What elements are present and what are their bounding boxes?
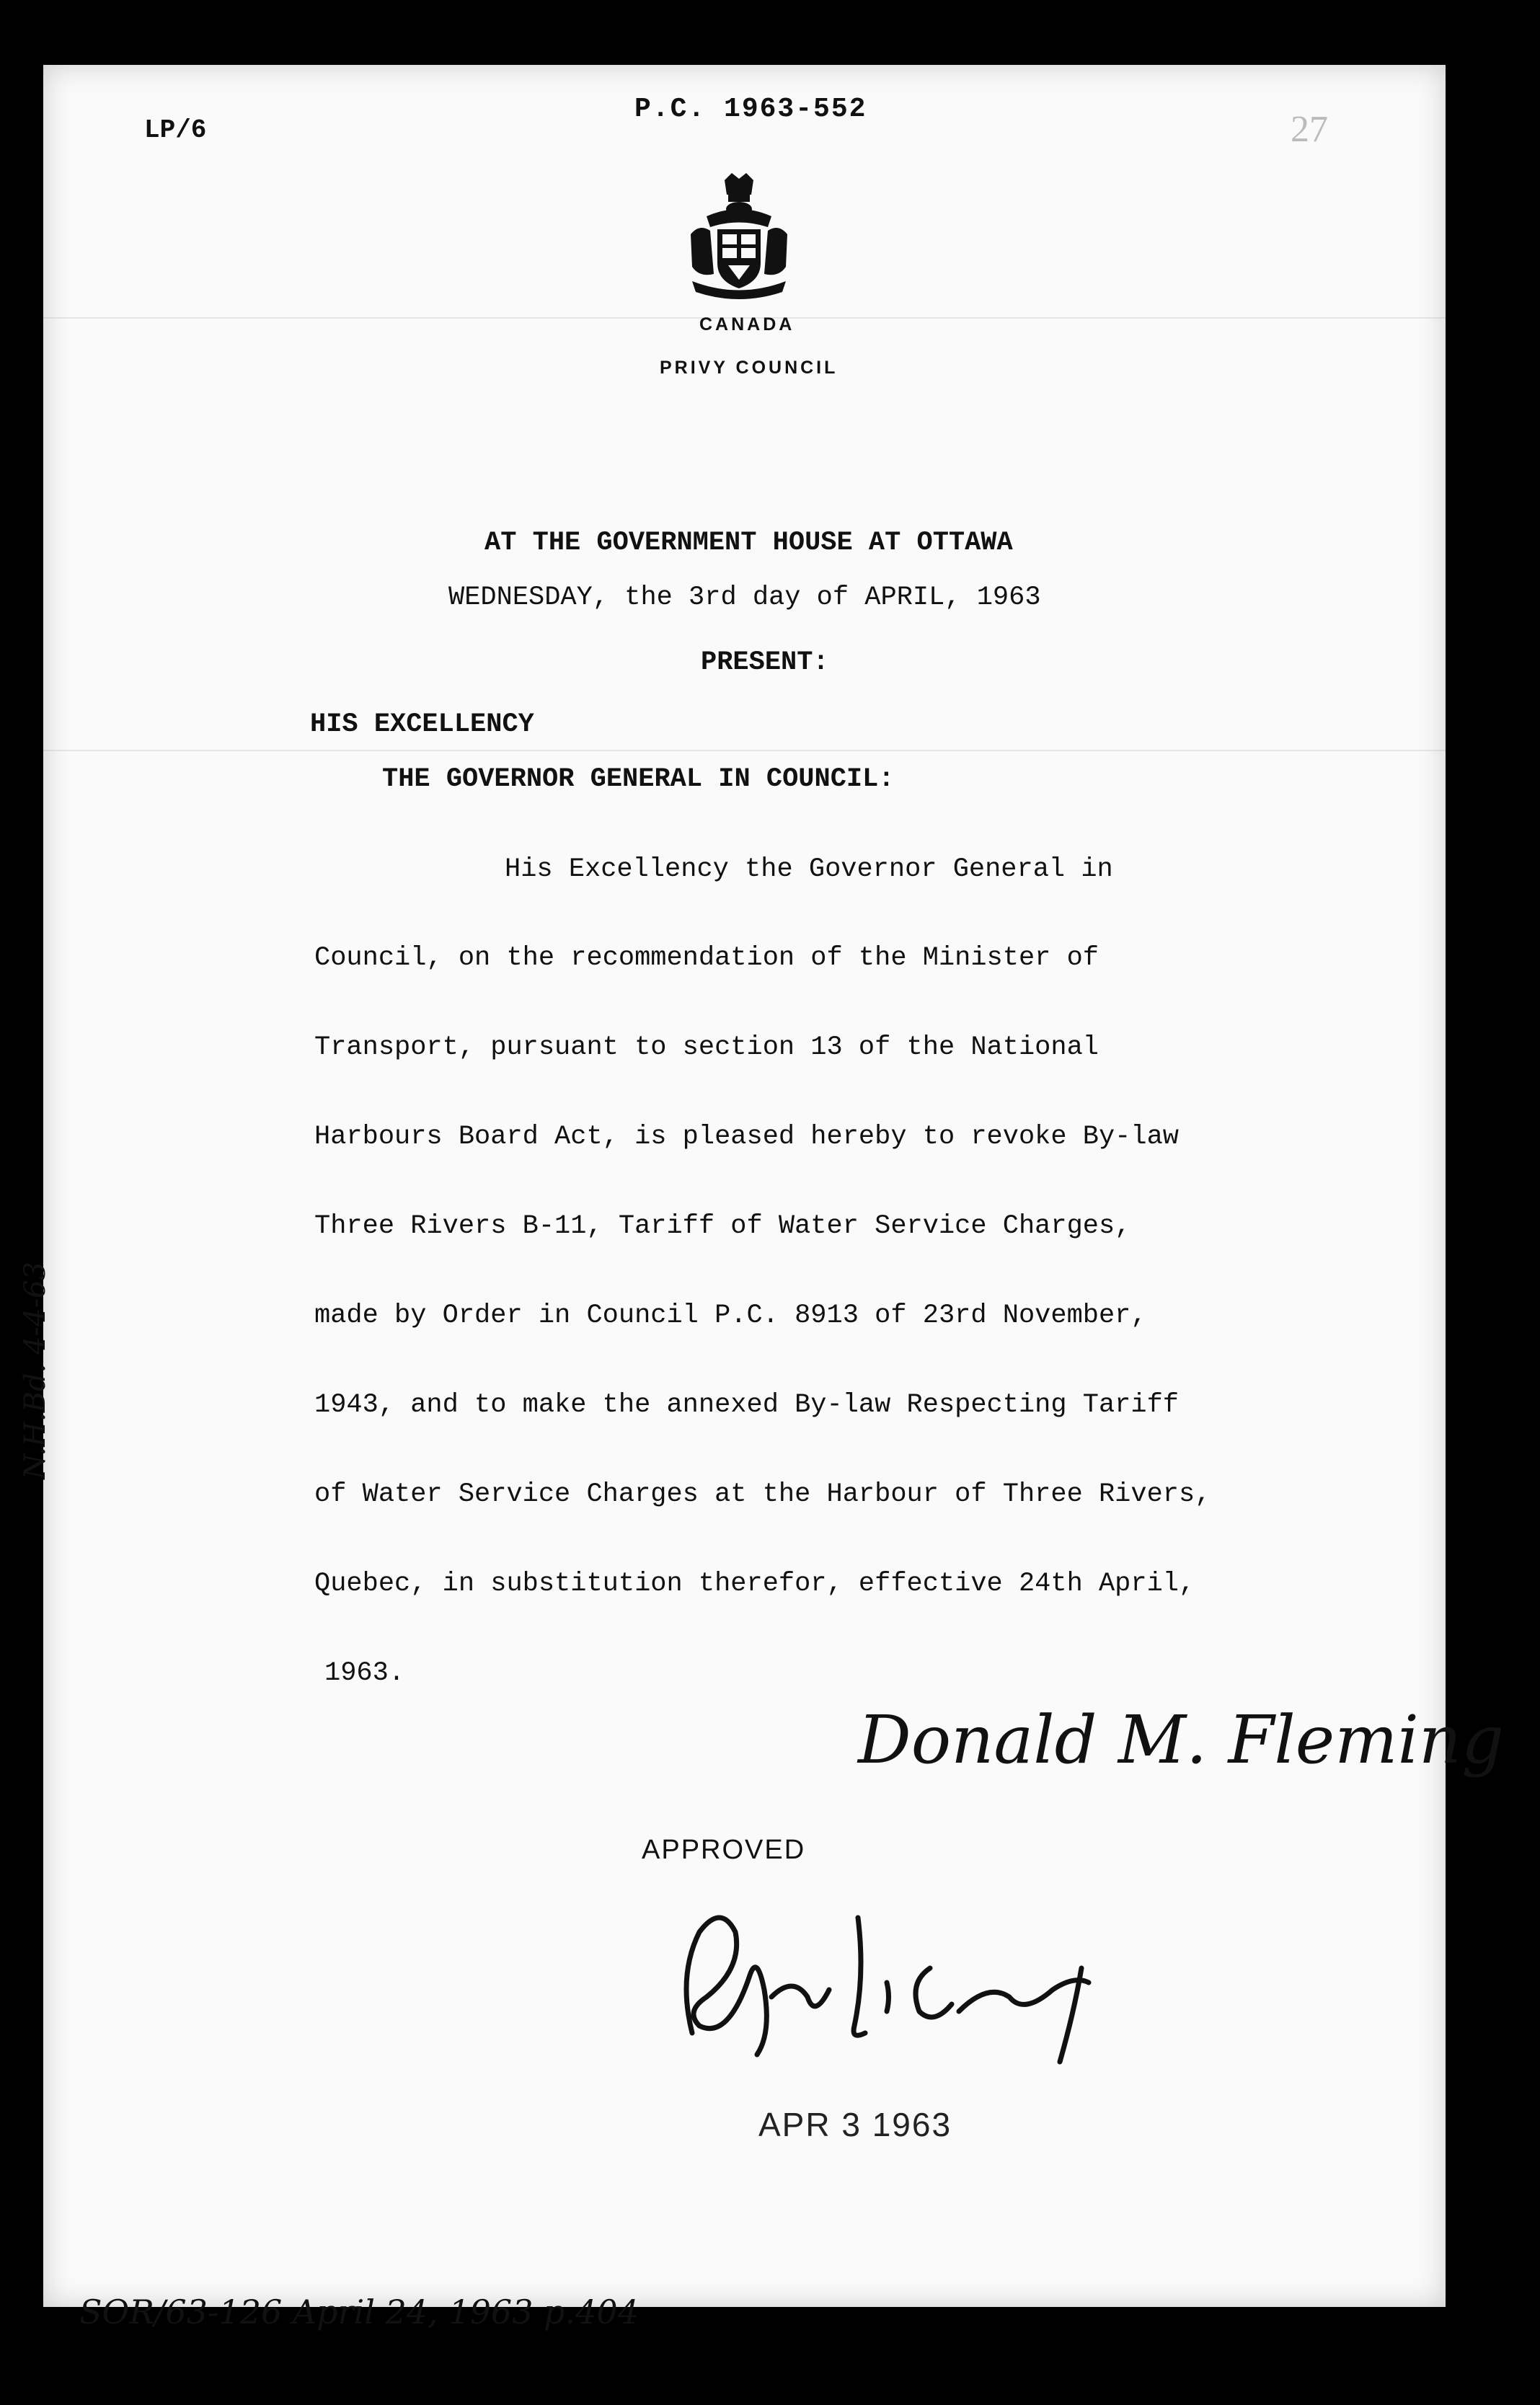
body-line: 1963. — [324, 1658, 405, 1688]
excellency-label: HIS EXCELLENCY — [310, 709, 534, 740]
reference-code: LP/6 — [144, 115, 207, 145]
present-label: PRESENT: — [701, 647, 829, 678]
page-number: 27 — [1291, 109, 1328, 150]
minister-signature: Donald M. Fleming — [858, 1701, 1505, 1779]
governor-general-signature — [649, 1889, 1118, 2069]
governor-general-label: THE GOVERNOR GENERAL IN COUNCIL: — [382, 764, 895, 794]
body-line: 1943, and to make the annexed By-law Respecting Tariff — [314, 1390, 1179, 1420]
body-line: Three Rivers B-11, Tariff of Water Service Charges, — [314, 1211, 1131, 1241]
scan-crease — [43, 750, 1446, 751]
canada-label: CANADA — [699, 314, 795, 335]
body-line: Harbours Board Act, is pleased hereby to revoke By-law — [314, 1122, 1179, 1152]
body-line: made by Order in Council P.C. 8913 of 23rd November, — [314, 1301, 1147, 1331]
approval-date-stamp: APR 3 1963 — [758, 2106, 952, 2143]
coat-of-arms-icon — [685, 173, 793, 303]
approved-label: APPROVED — [642, 1835, 806, 1865]
body-line: His Excellency the Governor General in — [505, 854, 1113, 885]
body-line: of Water Service Charges at the Harbour of Three Rivers, — [314, 1479, 1211, 1510]
body-line: Quebec, in substitution therefor, effective 24th April, — [314, 1569, 1195, 1599]
margin-handwritten-note: N.H.Bd. 4-4-63 — [19, 1262, 52, 1480]
body-line: Council, on the recommendation of the Minister of — [314, 943, 1099, 973]
location-heading: AT THE GOVERNMENT HOUSE AT OTTAWA — [484, 528, 1013, 558]
pc-number: P.C. 1963-552 — [634, 94, 867, 125]
body-line: Transport, pursuant to section 13 of the National — [314, 1032, 1099, 1063]
date-line: WEDNESDAY, the 3rd day of APRIL, 1963 — [448, 583, 1041, 613]
sor-handwritten-note: SOR/63-126 April 24, 1963 p.404 — [79, 2293, 639, 2331]
privy-council-label: PRIVY COUNCIL — [660, 358, 838, 378]
